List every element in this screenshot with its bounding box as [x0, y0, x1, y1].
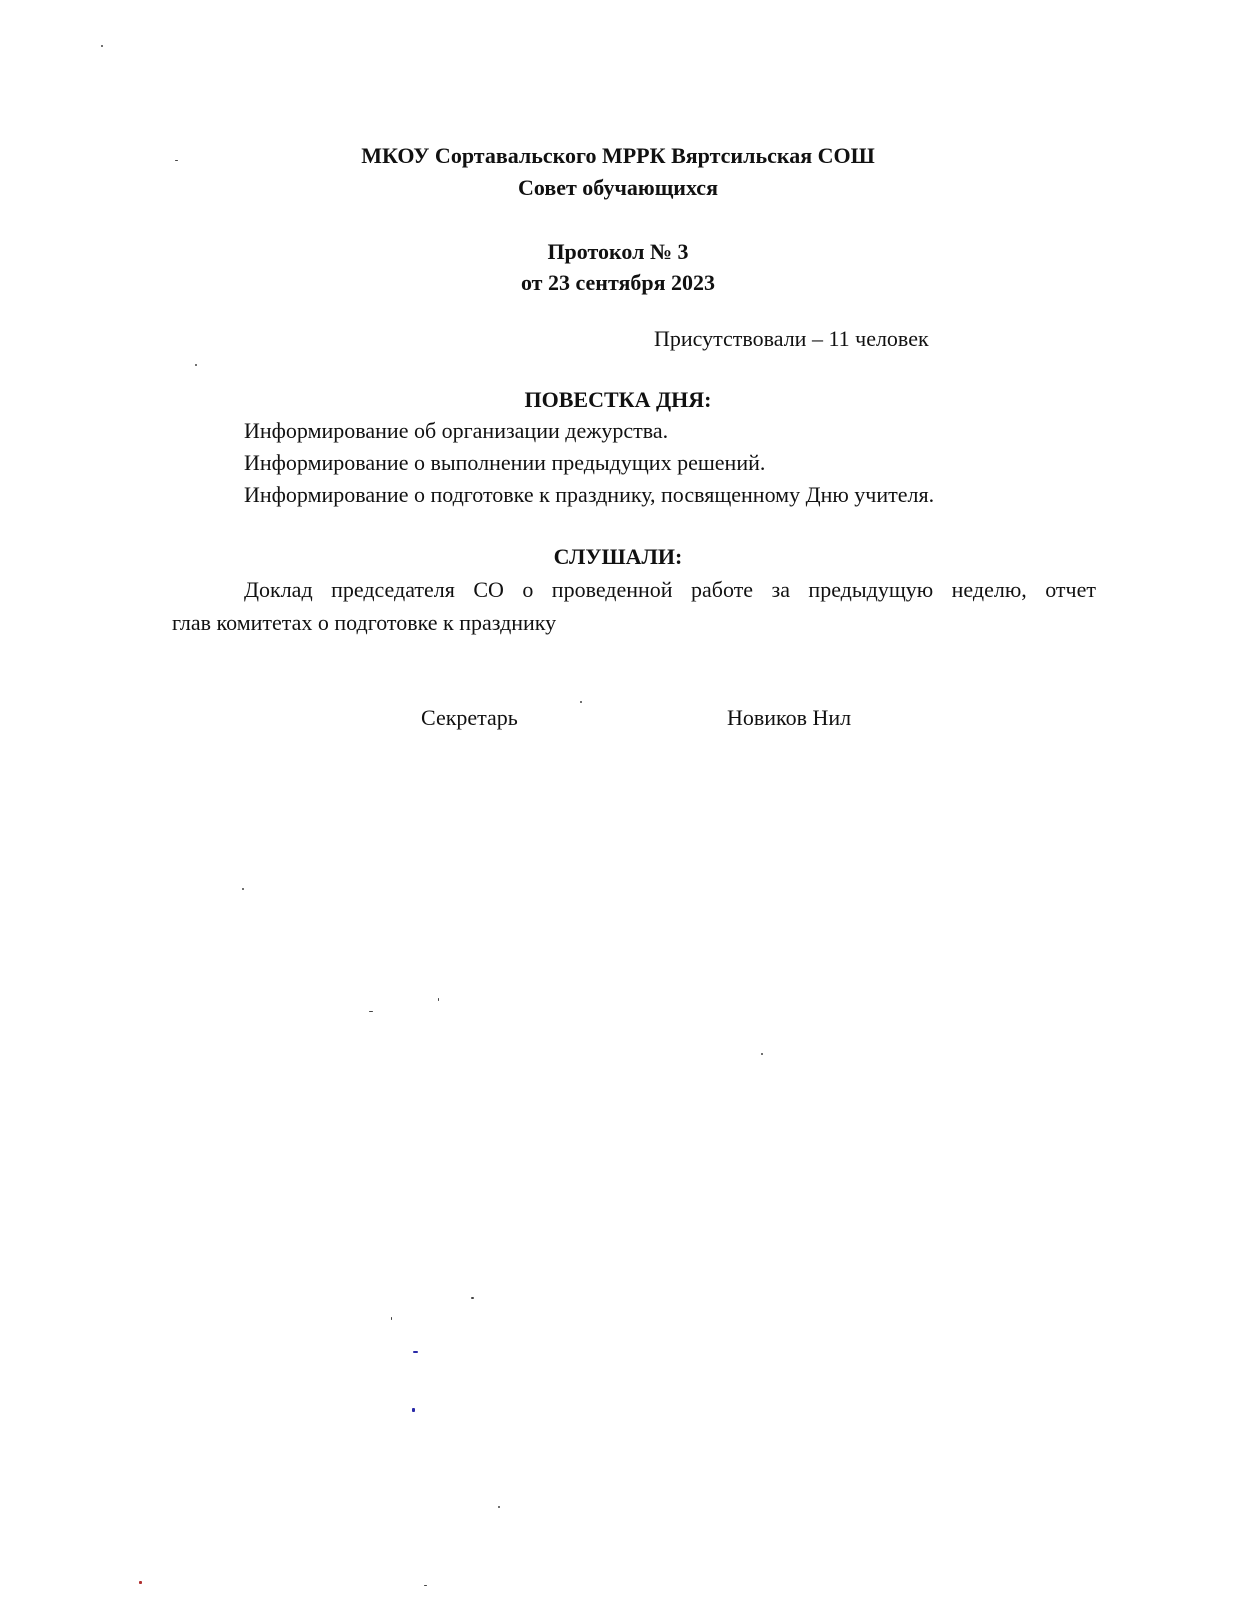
- scan-speck: [761, 1053, 763, 1055]
- signature-name: Новиков Нил: [727, 705, 852, 730]
- heard-text-line-1: Доклад председателя СО о проведенной работе за предыдущую неделю, отчет: [244, 577, 1096, 602]
- protocol-date: от 23 сентября 2023: [520, 270, 716, 295]
- council-title: Совет обучающихся: [518, 175, 718, 200]
- signature-role: Секретарь: [421, 705, 518, 730]
- scan-speck: [139, 1581, 142, 1584]
- scan-speck: [195, 364, 197, 366]
- protocol-number: Протокол № 3: [547, 239, 689, 264]
- scan-speck: [471, 1297, 474, 1299]
- agenda-item: Информирование о выполнении предыдущих решений.: [244, 450, 766, 475]
- scan-speck: [498, 1506, 500, 1508]
- agenda-heading: ПОВЕСТКА ДНЯ:: [524, 387, 712, 412]
- scan-speck: [580, 701, 582, 703]
- scan-speck: [242, 888, 244, 890]
- scan-speck: [391, 1317, 392, 1320]
- agenda-item: Информирование о подготовке к празднику, посвященному Дню учителя.: [244, 482, 935, 507]
- scan-speck: [413, 1351, 418, 1353]
- attendance-line: Присутствовали – 11 человек: [654, 326, 929, 351]
- heard-heading: СЛУШАЛИ:: [553, 544, 683, 569]
- scan-speck: [175, 160, 178, 161]
- agenda-item: Информирование об организации дежурства.: [244, 418, 669, 443]
- organization-title: МКОУ Сортавальского МРРК Вяртсильская СОШ: [361, 143, 875, 168]
- scan-speck: [101, 45, 103, 47]
- scan-speck: [438, 998, 439, 1001]
- scan-speck: [412, 1408, 415, 1412]
- scan-speck: [369, 1011, 373, 1012]
- heard-text-line-2: глав комитетах о подготовке к празднику: [172, 610, 557, 635]
- scan-speck: [424, 1585, 427, 1586]
